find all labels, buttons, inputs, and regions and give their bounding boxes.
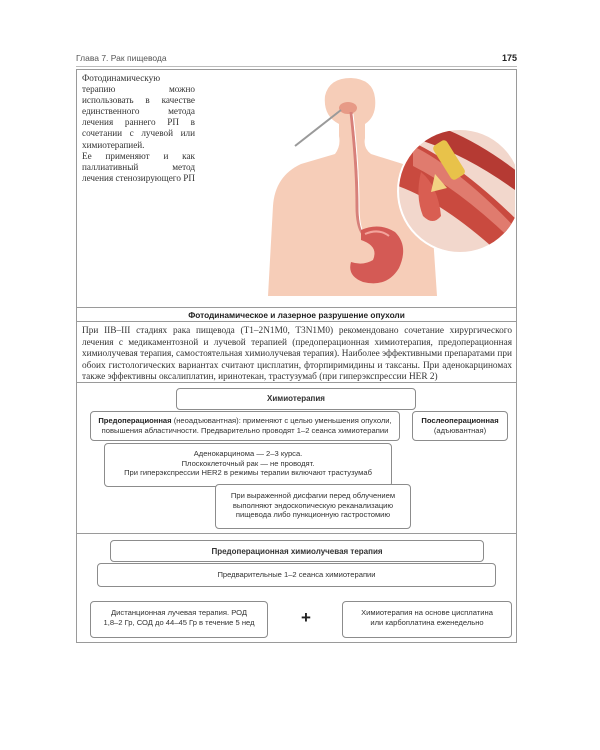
- radiation-line-1: Дистанционная лучевая терапия. РОД: [111, 608, 247, 617]
- oral-cavity: [339, 102, 357, 114]
- plus-sign: +: [301, 608, 311, 627]
- intro-paragraph-2: Ее применяют и как паллиативный метод лечения стенозирующего РП: [82, 150, 195, 183]
- header-rule: [76, 66, 517, 67]
- cisplatin-line-2: или карбоплатина еженедельно: [370, 617, 484, 627]
- endoscope-tube: [295, 110, 341, 146]
- dysphagia-line-3: пищевода либо пункционную гастростомию: [235, 510, 391, 520]
- medical-illustration: [223, 76, 515, 296]
- dysphagia-line-2: выполняют эндоскопическую реканализацию: [232, 500, 394, 510]
- chemoradiation-title-box: Предоперационная химиолучевая терапия: [110, 540, 484, 562]
- radiation-therapy-box: [90, 601, 268, 638]
- adeno-line-1: Аденокарцинома — 2–3 курса.: [193, 449, 303, 458]
- content-frame: [76, 69, 517, 643]
- section-body-text: При IIB–III стадиях рака пищевода (T1–2N1M0, T3N1M0) рекомендовано сочетание хирургического лечения с медикаментозной и лучевой терапией (предоперационная химиотерапия, предоперационная химиолучевая терапия, самостоятельная химиолучевая терапия). Наиболее эффективными препаратами при обоих гистологических вариантах считают цисплатин, фторпиримидины и таксаны. При аденокарциномах также эффективны оксалиплатин, иринотекан, трастузумаб (при гиперэкспрессии HER 2): [82, 326, 512, 383]
- intro-text: [82, 73, 195, 184]
- running-head: [76, 53, 517, 67]
- postoperative-text: (адъювантная): [433, 425, 487, 435]
- preliminary-chemo-box: Предварительные 1–2 сеанса химиотерапии: [97, 563, 496, 587]
- dysphagia-line-1: При выраженной дисфагии перед облучением: [230, 491, 396, 500]
- postoperative-label: Послеоперационная: [421, 416, 499, 425]
- chapter-title: Глава 7. Рак пищевода: [76, 53, 167, 63]
- adenocarcinoma-box: [104, 443, 392, 487]
- adeno-line-2: Плоскоклеточный рак — не проводят.: [181, 458, 315, 468]
- section-divider: [77, 382, 516, 383]
- radiation-line-2: 1,8–2 Гр, СОД до 44–45 Гр в течение 5 нед: [103, 617, 255, 627]
- preoperative-chemo-box: [90, 411, 400, 441]
- preoperative-text-1: (неоадъювантная): применяют с целью уменьшения опухоли,: [171, 416, 392, 425]
- postoperative-chemo-box: [412, 411, 508, 441]
- cisplatin-chemo-box: [342, 601, 512, 638]
- chemoradiation-divider: [77, 533, 516, 534]
- adeno-line-3: При гиперэкспрессии HER2 в режимы терапии включают трастузумаб: [124, 468, 372, 478]
- page-number: 175: [501, 53, 517, 63]
- intro-paragraph-1: Фотодинамическую терапию можно использовать в качестве единственного метода лечения раннего РП в сочетании с лучевой или химиотерапией.: [82, 73, 195, 150]
- dysphagia-box: [215, 484, 411, 529]
- chemotherapy-title-box: Химиотерапия: [176, 388, 416, 410]
- section-title: Фотодинамическое и лазерное разрушение опухоли: [77, 307, 516, 322]
- preoperative-text-2: повышения абластичности. Предварительно проводят 1–2 сеанса химиотерапии: [101, 425, 389, 435]
- cisplatin-line-1: Химиотерапия на основе цисплатина: [361, 608, 493, 617]
- preoperative-label: Предоперационная: [98, 416, 172, 425]
